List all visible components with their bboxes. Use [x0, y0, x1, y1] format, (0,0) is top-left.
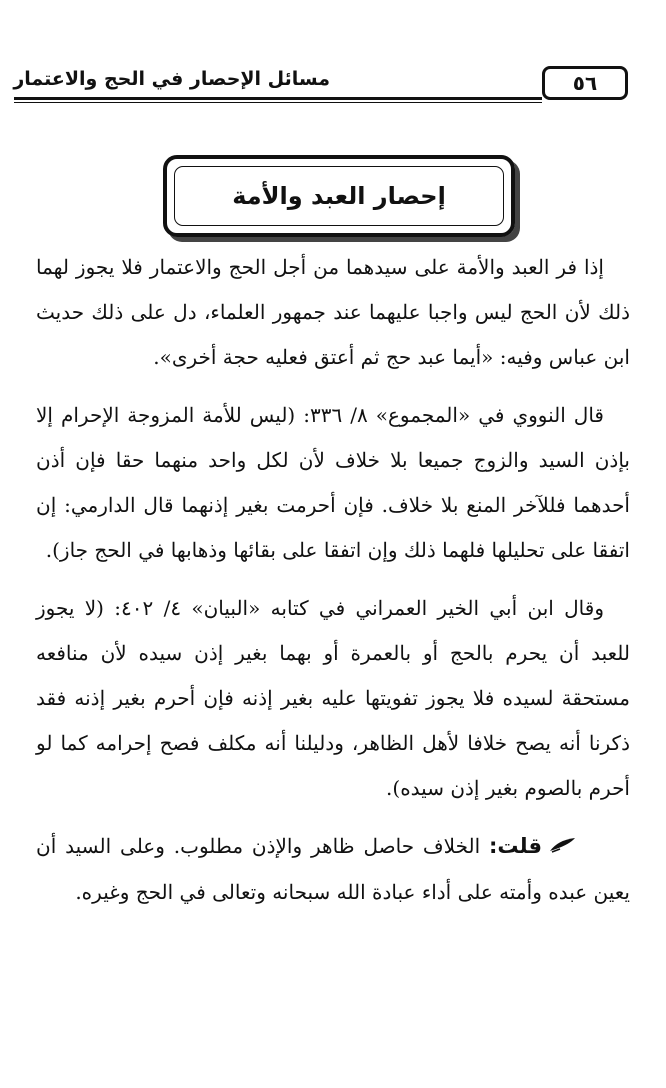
pen-icon — [548, 825, 604, 870]
header-rule — [14, 97, 542, 100]
body-text — [36, 245, 630, 915]
paragraph-1: إذا فر العبد والأمة على سيدهما من أجل الحج والاعتمار فلا يجوز لهما ذلك لأن الحج ليس واجبا عليهما عند جمهور العلماء، دل على ذلك حديث ابن عباس وفيه: «أيما عبد حج ثم أعتق فعليه حجة أخرى». — [36, 255, 630, 369]
running-title: مسائل الإحصار في الحج والاعتمار — [13, 68, 330, 90]
paragraph-2: قال النووي في «المجموع» ٨/ ٣٣٦: (ليس للأمة المزوجة الإحرام إلا بإذن السيد والزوج جميعا بلا خلاف لأن لكل واحد منهما حقا فإن أذن أحدهما فللآخر المنع بلا خلاف. فإن أحرمت بغير إذنهما قال الدارمي: إن اتفقا على تحليلها فلهما ذلك وإن اتفقا على بقائها وذهابها في الحج جاز). — [36, 403, 630, 562]
page-number: ٥٦ — [572, 71, 598, 95]
section-title-inner-frame — [174, 166, 504, 226]
note-paragraph — [36, 824, 630, 915]
section-title: إحصار العبد والأمة — [232, 182, 446, 210]
page-header — [13, 66, 630, 106]
header-rule-thin — [14, 102, 542, 103]
note-label: قلت: — [489, 834, 542, 858]
page-number-box — [542, 66, 628, 100]
paragraph-3: وقال ابن أبي الخير العمراني في كتابه «البيان» ٤/ ٤٠٢: (لا يجوز للعبد أن يحرم بالحج أو بالعمرة أو بهما بغير إذن سيده لأن منافعه مستحقة لسيده فلا يجوز تفويتها عليه بغير إذنه فإن أحرم بغير إذنه فقد ذكرنا أنه يصح خلافا لأهل الظاهر، ودليلنا أنه مكلف فصح إحرامه كما لو أحرم بالصوم بغير إذن سيده). — [36, 596, 630, 800]
section-title-frame — [163, 155, 515, 237]
note-text: الخلاف حاصل ظاهر والإذن مطلوب. وعلى السيد أن يعين عبده وأمته على أداء عبادة الله سبحانه وتعالى في الحج وغيره. — [36, 834, 630, 904]
